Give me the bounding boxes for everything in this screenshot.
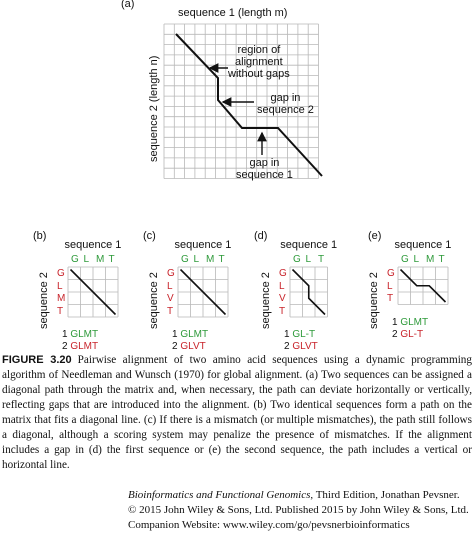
sequence-2-residue: L [167,280,173,292]
sequence-number: 1 [284,329,290,340]
sequence-2-residue: G [167,268,175,279]
annotation-no-gaps-line3: without gaps [228,68,290,80]
sequence-number: 2 [62,341,68,352]
sequence-1-residue: T [218,254,225,265]
sequence-1-residue: M [206,254,215,265]
sequence-2-residue: G [57,268,65,279]
sequence-1-residue: L [83,254,90,265]
credit-line-2: © 2015 John Wiley & Sons, Ltd. Published 2015 by John Wiley & Sons, Ltd. [128,504,469,516]
panel-label: (e) [368,230,382,242]
aligned-residues: GLMT [180,329,209,340]
sequence-number: 2 [392,328,398,340]
aligned-sequence-1 [392,317,428,328]
annotation-gap-seq1 [236,157,293,181]
panel-matrix [178,267,230,319]
annotation-gap-seq1-line1: gap in [249,157,280,169]
sequence-number: 1 [172,329,178,340]
panel-matrix [68,267,120,319]
sequence-1-residue: G [293,254,301,265]
aligned-residues: GLMT [70,341,99,352]
credit-line-3: Companion Website: www.wiley.com/go/pevsnerbioinformatics [128,519,410,531]
credit-block [128,488,468,533]
sequence-1-residue: L [193,254,200,265]
aligned-residues: GLVT [180,341,206,352]
panel-label: (c) [143,230,156,242]
sequence-1-residue: T [318,254,325,265]
panel-label: (b) [33,230,47,242]
aligned-sequence-1 [284,329,315,340]
panel-a-x-title: sequence 1 (length m) [178,7,288,19]
sequence-1-residue: M [96,254,105,265]
aligned-sequence-1 [62,329,98,340]
sequence-2-residue: T [57,305,64,317]
sequence-2-title: sequence 2 [260,272,272,329]
sequence-1-residue: G [181,254,189,265]
sequence-2-residue: L [57,280,63,292]
sequence-1-title: sequence 1 [64,239,122,251]
panel-a-label: (a) [121,0,135,10]
sequence-1-title: sequence 1 [174,239,232,251]
annotation-gap-seq2-line2: sequence 2 [257,104,314,116]
sequence-number: 1 [62,329,68,340]
sequence-2-residue: M [57,293,66,304]
panel-label: (d) [254,230,268,242]
sequence-2-residue: V [279,293,286,304]
panel-a-y-title: sequence 2 (length n) [148,55,160,162]
annotation-gap-seq1-line2: sequence 1 [236,169,293,181]
sequence-1-title: sequence 1 [280,239,338,251]
sequence-1-residue: L [305,254,312,265]
sequence-1-residue: G [71,254,79,265]
credit-line-1 [128,488,468,503]
sequence-number: 1 [392,316,398,328]
annotation-gap-seq2 [257,92,314,116]
aligned-residues: GLMT [400,316,429,328]
sequence-number: 2 [172,341,178,352]
figure-number: FIGURE 3.20 [2,354,72,366]
figure-caption [2,353,472,473]
sequence-1-residue: L [413,254,420,265]
aligned-residues: GL-T [292,329,316,340]
annotation-gap-seq2-line1: gap in [270,92,301,104]
sequence-2-residue: L [387,280,393,292]
annotation-no-gaps-line1: region of [237,44,281,56]
aligned-residues: GLMT [70,329,99,340]
book-edition: , Third Edition, Jonathan Pevsner. [310,489,460,501]
caption-text: Pairwise alignment of two amino acid sequences using a dynamic programming algorithm of Needleman and Wunsch (1970) for global alignment. (a) Two sequences can be assigned a diagonal path through the matrix and, when necessary, the path can deviate horizontally or vertically, reflecting gaps that are introduced into the alignment. (b) Two identical sequences form a path on the matrix that fits a diagonal line. (c) If there is a mismatch (or multiple mismatches), the path still follows a diagonal, although a scoring system may penalize the presence of mismatches. If the alignment includes a gap in (d) the first sequence or (e) the second sequence, the path includes a vertical or horizontal line. [2,354,472,471]
aligned-sequence-2 [172,341,206,352]
aligned-residues: GL-T [400,328,424,340]
sequence-1-residue: G [401,254,409,265]
aligned-sequence-2 [284,341,318,352]
sequence-2-residue: G [387,268,395,279]
sequence-2-title: sequence 2 [368,272,380,329]
sequence-2-residue: V [167,293,174,304]
annotation-no-gaps-line2: alignment [235,56,283,68]
aligned-sequence-2 [62,341,98,352]
aligned-sequence-2 [392,329,423,340]
sequence-1-residue: T [438,254,445,265]
panel-matrix [290,267,330,319]
sequence-2-residue: T [167,305,174,317]
sequence-2-residue: L [279,280,285,292]
sequence-2-title: sequence 2 [38,272,50,329]
annotation-no-gaps [228,44,290,80]
sequence-2-residue: T [279,305,286,317]
book-title: Bioinformatics and Functional Genomics [128,489,311,501]
sequence-2-title: sequence 2 [148,272,160,329]
aligned-residues: GLVT [292,341,318,352]
sequence-2-residue: T [387,293,394,304]
sequence-2-residue: G [279,268,287,279]
sequence-number: 2 [284,341,290,352]
sequence-1-residue: T [108,254,115,265]
panel-matrix [398,267,450,307]
aligned-sequence-1 [172,329,208,340]
sequence-1-title: sequence 1 [394,239,452,251]
sequence-1-residue: M [426,254,435,265]
